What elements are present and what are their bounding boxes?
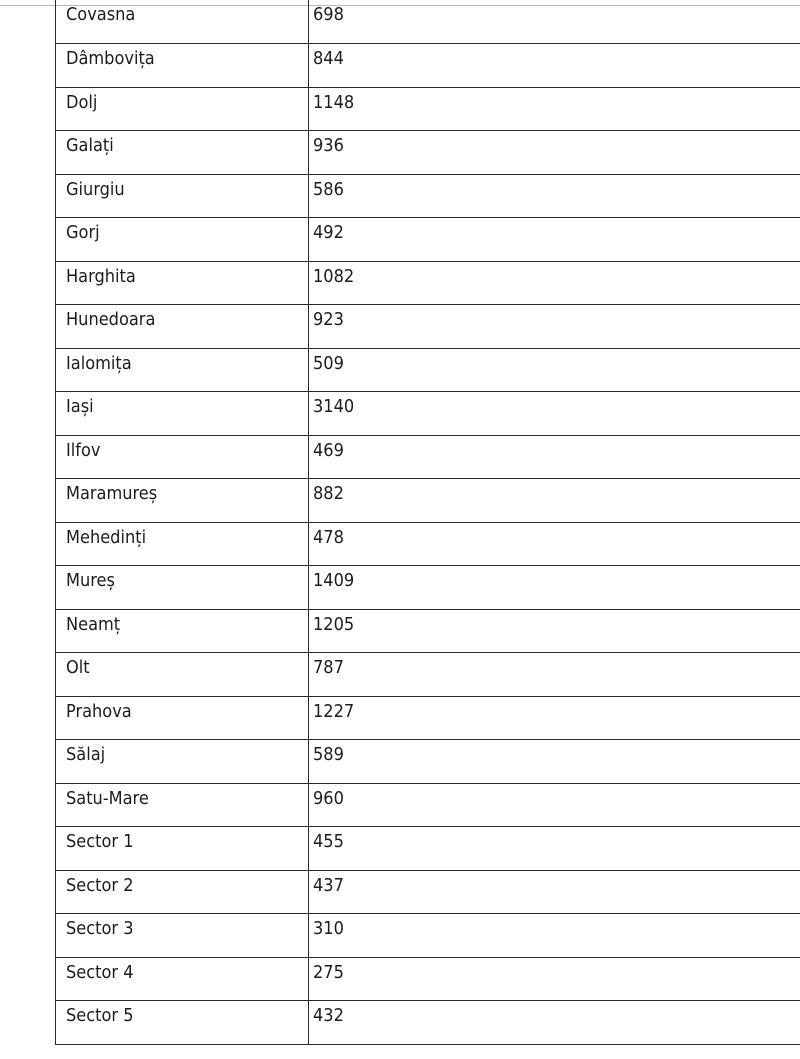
county-value-cell: 432 <box>309 1001 800 1045</box>
county-value-cell: 469 <box>309 435 800 479</box>
county-value-cell: 275 <box>309 957 800 1001</box>
table-row <box>56 44 800 88</box>
county-name-cell: Prahova <box>56 696 309 740</box>
county-value-cell: 960 <box>309 783 800 827</box>
table-row <box>56 653 800 697</box>
county-name-cell: Olt <box>56 653 309 697</box>
table-row <box>56 957 800 1001</box>
table-row <box>56 740 800 784</box>
county-name-cell: Galați <box>56 131 309 175</box>
county-name-cell: Satu-Mare <box>56 783 309 827</box>
county-table-body <box>56 0 800 1044</box>
county-value-cell: 1409 <box>309 566 800 610</box>
county-table <box>55 0 800 1045</box>
table-row <box>56 479 800 523</box>
table-row <box>56 392 800 436</box>
county-name-cell: Mehedinți <box>56 522 309 566</box>
table-row <box>56 218 800 262</box>
county-value-cell: 923 <box>309 305 800 349</box>
county-value-cell: 509 <box>309 348 800 392</box>
table-row <box>56 87 800 131</box>
county-name-cell: Hunedoara <box>56 305 309 349</box>
county-value-cell: 936 <box>309 131 800 175</box>
county-name-cell: Ialomița <box>56 348 309 392</box>
county-value-cell: 882 <box>309 479 800 523</box>
county-value-cell: 1148 <box>309 87 800 131</box>
county-value-cell: 698 <box>309 0 800 44</box>
county-value-cell: 586 <box>309 174 800 218</box>
county-value-cell: 1227 <box>309 696 800 740</box>
county-name-cell: Maramureș <box>56 479 309 523</box>
county-value-cell: 1205 <box>309 609 800 653</box>
county-name-cell: Sector 2 <box>56 870 309 914</box>
table-row <box>56 131 800 175</box>
county-value-cell: 478 <box>309 522 800 566</box>
table-row <box>56 827 800 871</box>
table-row <box>56 914 800 958</box>
county-name-cell: Dâmbovița <box>56 44 309 88</box>
county-name-cell: Giurgiu <box>56 174 309 218</box>
county-name-cell: Covasna <box>56 0 309 44</box>
table-row <box>56 566 800 610</box>
table-row <box>56 174 800 218</box>
table-row <box>56 696 800 740</box>
table-row <box>56 435 800 479</box>
county-name-cell: Ilfov <box>56 435 309 479</box>
table-row <box>56 305 800 349</box>
county-value-cell: 310 <box>309 914 800 958</box>
county-name-cell: Mureș <box>56 566 309 610</box>
county-name-cell: Dolj <box>56 87 309 131</box>
county-value-cell: 492 <box>309 218 800 262</box>
county-value-cell: 455 <box>309 827 800 871</box>
county-value-cell: 589 <box>309 740 800 784</box>
table-row <box>56 348 800 392</box>
county-value-cell: 3140 <box>309 392 800 436</box>
table-row <box>56 0 800 44</box>
county-name-cell: Sălaj <box>56 740 309 784</box>
county-name-cell: Sector 5 <box>56 1001 309 1045</box>
table-row <box>56 1001 800 1045</box>
table-row <box>56 261 800 305</box>
county-value-cell: 787 <box>309 653 800 697</box>
table-row <box>56 609 800 653</box>
county-name-cell: Gorj <box>56 218 309 262</box>
table-row <box>56 870 800 914</box>
county-name-cell: Neamț <box>56 609 309 653</box>
county-name-cell: Iași <box>56 392 309 436</box>
county-name-cell: Sector 3 <box>56 914 309 958</box>
county-value-cell: 1082 <box>309 261 800 305</box>
county-value-cell: 844 <box>309 44 800 88</box>
table-row <box>56 783 800 827</box>
county-name-cell: Harghita <box>56 261 309 305</box>
table-row <box>56 522 800 566</box>
county-name-cell: Sector 4 <box>56 957 309 1001</box>
county-value-cell: 437 <box>309 870 800 914</box>
county-name-cell: Sector 1 <box>56 827 309 871</box>
